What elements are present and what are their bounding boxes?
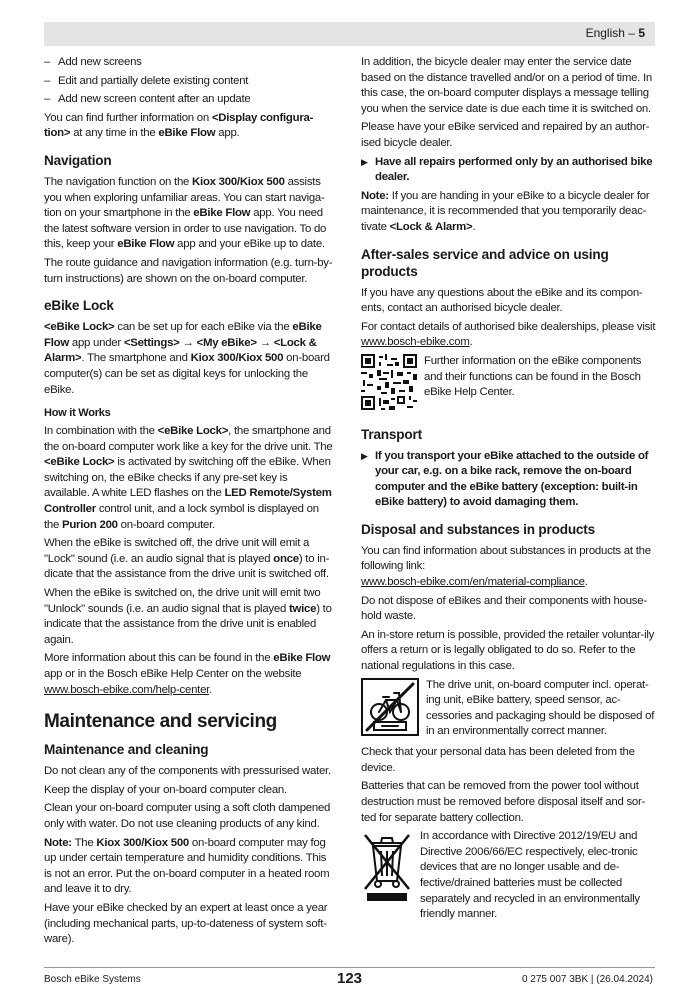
text: . bbox=[469, 336, 473, 349]
footer-doc-id: 0 275 007 3BK | (26.04.2024) bbox=[521, 974, 653, 985]
ebike-lock-heading: eBike Lock bbox=[44, 298, 114, 314]
navigation-paragraph bbox=[44, 175, 334, 253]
disposal-heading: Disposal and substances in products bbox=[361, 521, 595, 537]
text: app and your eBike up to date. bbox=[174, 238, 325, 251]
menu-ref: <Display configura-tion> bbox=[44, 111, 314, 140]
menu-ref: <eBike Lock> bbox=[157, 425, 229, 438]
help-center-link[interactable]: www.bosch-ebike.com/help-center bbox=[44, 683, 210, 696]
text: . bbox=[209, 683, 213, 696]
note-label: Note: bbox=[361, 189, 389, 202]
qr-text: Further information on the eBike components and their functions can be found in the Bosch eBike Help Center. bbox=[424, 354, 642, 399]
text: When the eBike is switched on, the drive unit will emit two "Unlock" sounds (i.e. an audio signal that is played bbox=[44, 587, 321, 615]
transport-heading: Transport bbox=[361, 426, 422, 442]
app-name: eBike Flow bbox=[117, 238, 175, 251]
app-name: eBike Flow bbox=[158, 127, 216, 140]
menu-ref: <eBike Lock> bbox=[44, 321, 115, 334]
menu-ref: <eBike Lock> bbox=[44, 456, 115, 469]
service-warning: ▶ Have all repairs performed only by an authorised bike dealer. bbox=[361, 155, 657, 186]
navigation-paragraph-2: The route guidance and navigation information (e.g. turn-by-turn instructions) are shown on the on-board computer. bbox=[44, 256, 333, 285]
weee-figure-row bbox=[361, 829, 657, 923]
list-item: – Add new screen content after an update bbox=[44, 92, 334, 108]
how-it-works-heading: How it Works bbox=[44, 407, 111, 420]
intro-paragraph bbox=[44, 111, 334, 142]
text: . The smartphone and bbox=[81, 352, 191, 365]
menu-path: <Settings> → <My eBike> → <Lock & Alarm> bbox=[44, 336, 317, 365]
text: at any time in the bbox=[70, 127, 159, 140]
text: . bbox=[472, 220, 476, 233]
product-name: Kiox 300/Kiox 500 bbox=[192, 175, 285, 188]
text: For contact details of authorised bike dealerships, please visit bbox=[361, 320, 656, 333]
material-compliance-link[interactable]: www.bosch-ebike.com/en/material-compliance bbox=[361, 576, 585, 589]
crossed-bin-icon bbox=[361, 829, 413, 909]
maintenance-cleaning-heading: Maintenance and cleaning bbox=[44, 742, 209, 758]
maintenance-p2: Keep the display of your on-board computer clean. bbox=[44, 783, 287, 796]
how-paragraph-2 bbox=[44, 536, 334, 583]
text: app. You need the latest software version in order to use navigation. To do this, keep your bbox=[44, 207, 327, 251]
disposal-p5: Batteries that can be removed from the power tool without destruction must be removed before disposal itself and sor-ted for separate battery collection. bbox=[361, 780, 646, 824]
maintenance-p3: Clean your on-board computer using a soft cloth dampened only with water. Do not use cleaning products of any kind. bbox=[44, 802, 331, 830]
text: When the eBike is switched off, the drive unit will emit a "Lock" sound (i.e. an audio signal that is played bbox=[44, 537, 310, 565]
text: More information about this can be found in the bbox=[44, 652, 274, 665]
qr-code-icon bbox=[361, 354, 417, 416]
ebike-lock-paragraph bbox=[44, 320, 334, 398]
text: You can find further information on bbox=[44, 111, 212, 124]
app-name: eBike Flow bbox=[273, 652, 331, 665]
text: can be set up for each eBike via the bbox=[114, 321, 293, 334]
text: on-board computer. bbox=[117, 518, 215, 531]
header-language bbox=[586, 26, 645, 40]
text: The navigation function on the bbox=[44, 175, 193, 188]
product-name: Purion 200 bbox=[62, 518, 118, 531]
service-note bbox=[361, 189, 657, 236]
page-prefix: – bbox=[628, 26, 635, 40]
how-paragraph-3 bbox=[44, 586, 334, 648]
product-name: Kiox 300/Kiox 500 bbox=[96, 836, 189, 849]
note-label: Note: bbox=[44, 836, 72, 849]
text: is activated by switching off the eBike. When switching on, the eBike checks if any pre-set key is available. A white LED flashes on the bbox=[44, 456, 331, 500]
text: assists you when exploring unfamiliar areas. You can start naviga-tion on your smartphone in the bbox=[44, 175, 325, 220]
text: The bbox=[71, 836, 97, 849]
weee-figure-text: In accordance with Directive 2012/19/EU and Directive 2006/66/EC respectively, elec-tronic devices that are no longer usable and de-fective/drained batteries must be collected separately and recycled in an environmentally friendly manner. bbox=[420, 830, 640, 921]
app-name: eBike Flow bbox=[193, 207, 251, 220]
text: ) to in-dicate that the assistance from the drive unit is switched off. bbox=[44, 552, 330, 581]
text: If you are handing in your eBike to a bicycle dealer for maintenance, it is recommended that you temporarily deac-tivate bbox=[361, 189, 650, 233]
maintenance-p1: Do not clean any of the components with pressurised water. bbox=[44, 765, 331, 778]
service-paragraph-2: Please have your eBike serviced and repaired by an author-ised bicycle dealer. bbox=[361, 121, 650, 149]
qr-row bbox=[361, 354, 657, 416]
text: control unit, and a lock symbol is displayed on the bbox=[44, 503, 319, 531]
aftersales-heading: After-sales service and advice on using products bbox=[361, 246, 609, 279]
text: . bbox=[584, 576, 588, 589]
text: app or in the Bosch eBike Help Center on the website bbox=[44, 668, 302, 680]
text: on-board computer(s) can be set as digital keys for unlocking the eBike. bbox=[44, 352, 330, 396]
text: app under bbox=[68, 336, 124, 349]
navigation-heading: Navigation bbox=[44, 152, 112, 168]
how-paragraph-1 bbox=[44, 424, 334, 533]
left-column bbox=[44, 55, 334, 951]
menu-ref: <Lock & Alarm> bbox=[389, 220, 473, 233]
disposal-figure-row bbox=[361, 678, 657, 742]
text: ) to indicate that the assistance from the drive unit is enabled again. bbox=[44, 602, 332, 646]
maintenance-title: Maintenance and servicing bbox=[44, 711, 277, 733]
disposal-p3: An in-store return is possible, provided the retailer voluntar-ily offers a return or is legally obligated to do so. Refer to the national regulations in this case. bbox=[361, 628, 655, 673]
list-item: – Edit and partially delete existing content bbox=[44, 74, 334, 90]
disposal-figure-text: The drive unit, on-board computer incl. operat-ing unit, eBike battery, speed sensor, ac-cessories and packaging should be disposed of in an environmentally correct manner. bbox=[426, 678, 655, 738]
disposal-p4: Check that your personal data has been deleted from the device. bbox=[361, 746, 635, 774]
header-bar bbox=[44, 22, 655, 46]
product-name: Kiox 300/Kiox 500 bbox=[190, 352, 284, 365]
product-name: LED Remote/System Controller bbox=[44, 487, 332, 516]
disposal-p1 bbox=[361, 544, 657, 591]
list-item: – Add new screens bbox=[44, 55, 334, 71]
emphasis: once bbox=[273, 552, 299, 565]
text: app. bbox=[215, 127, 240, 140]
emphasis: twice bbox=[288, 602, 317, 615]
maintenance-note bbox=[44, 836, 334, 898]
text: , the smartphone and the on-board computer work like a key for the drive unit. The bbox=[44, 425, 333, 453]
transport-warning: ▶ If you transport your eBike attached to the outside of your car, e.g. on a bike rack, remove the on-board computer and the eBike battery (exception: built-in eBike battery) to avoid damaging them. bbox=[361, 449, 657, 511]
right-column bbox=[361, 55, 657, 927]
aftersales-p1: If you have any questions about the eBike and its compon-ents, contact an authorised bicycle dealer. bbox=[361, 286, 643, 315]
aftersales-p2 bbox=[361, 320, 657, 351]
language-label: English bbox=[585, 26, 625, 40]
footer-page-number: 123 bbox=[337, 970, 363, 987]
footer-company: Bosch eBike Systems bbox=[44, 974, 141, 985]
how-paragraph-4 bbox=[44, 651, 334, 698]
text: on-board computer may fog up under certain temperature and humidity conditions. This is not an error. Put the on-board computer in a heated room and leave it to dry. bbox=[44, 836, 330, 896]
header-page-number: 5 bbox=[638, 26, 645, 40]
footer-divider bbox=[44, 967, 655, 968]
text: In combination with the bbox=[44, 425, 158, 438]
bosch-ebike-link[interactable]: www.bosch-ebike.com bbox=[361, 336, 470, 349]
maintenance-p5: Have your eBike checked by an expert at least once a year (including mechanical parts, up-to-dateness of system soft-ware). bbox=[44, 901, 328, 946]
disposal-p2: Do not dispose of eBikes and their components with house-hold waste. bbox=[361, 594, 647, 623]
no-household-disposal-icon bbox=[361, 678, 419, 742]
app-name: eBike Flow bbox=[44, 321, 322, 349]
service-paragraph-1: In addition, the bicycle dealer may enter the service date based on the distance travelled and/or on a period of time. In this case, the on-board computer displays a message telling you when the service date is due each time it is switched on. bbox=[361, 56, 652, 115]
text: You can find information about substances in products at the following link: bbox=[361, 544, 651, 573]
